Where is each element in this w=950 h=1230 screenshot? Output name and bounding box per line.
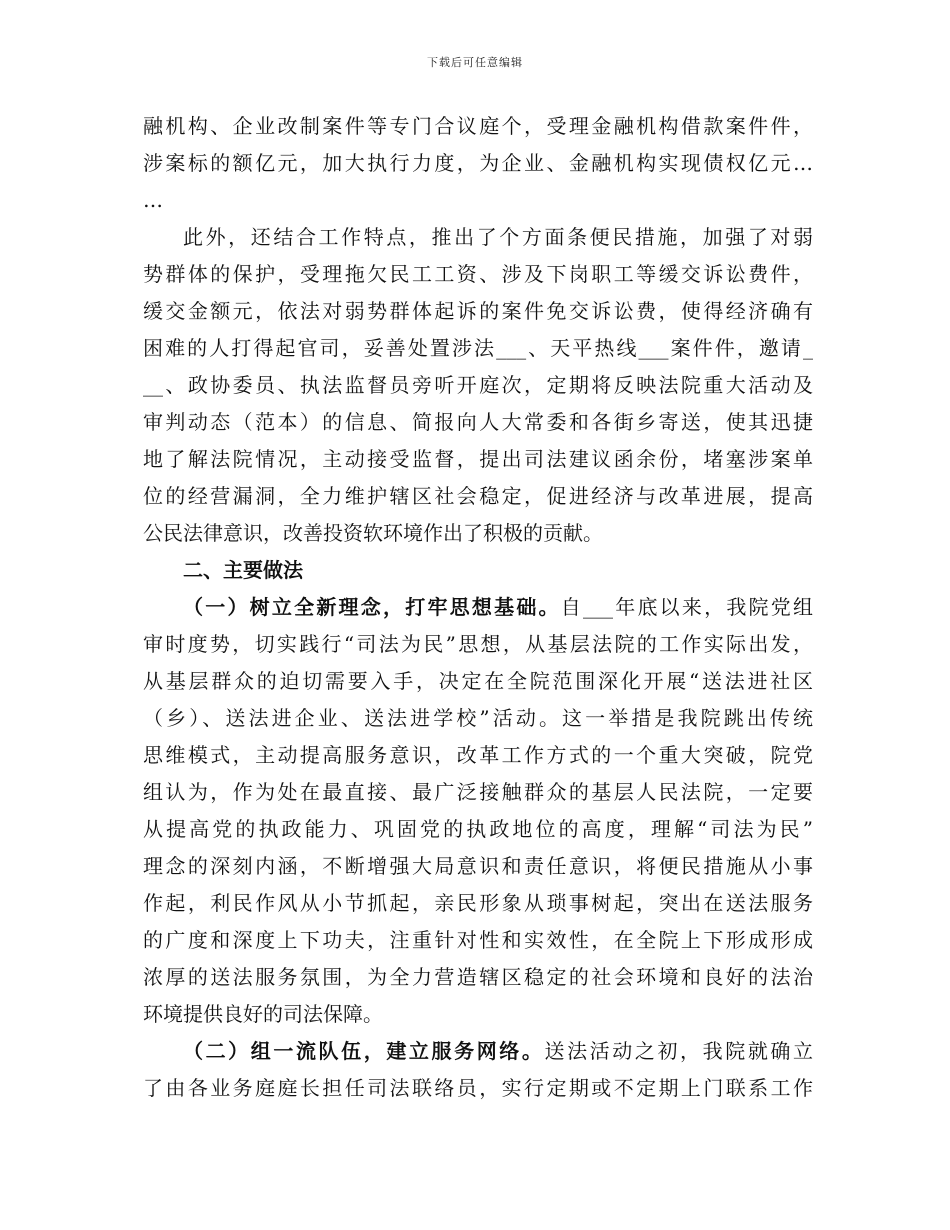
paragraph-line: 困难的人打得起官司，妥善处置涉法___、天平热线___案件件，邀请_ xyxy=(143,336,813,360)
paragraph-first-line xyxy=(143,1033,813,1070)
paragraph-line: 缓交金额元，依法对弱势群体起诉的案件免交诉讼费，使得经济确有 xyxy=(143,299,813,323)
paragraph-line: 组认为，作为处在最直接、最广泛接触群众的基层人民法院，一定要 xyxy=(143,780,813,804)
document-body xyxy=(143,108,813,1107)
paragraph-line: 浓厚的送法服务氛围，为全力营造辖区稳定的社会环境和良好的法治 xyxy=(143,965,813,989)
paragraph-line: __、政协委员、执法监督员旁听开庭次，定期将反映法院重大活动及 xyxy=(143,373,813,397)
paragraph-line: 融机构、企业改制案件等专门合议庭个，受理金融机构借款案件件， xyxy=(143,114,813,138)
paragraph-line: 了由各业务庭庭长担任司法联络员，实行定期或不定期上门联系工作 xyxy=(143,1076,813,1100)
paragraph-line: 从基层群众的迫切需要入手，决定在全院范围深化开展“送法进社区 xyxy=(143,669,813,693)
paragraph-line: 势群体的保护，受理拖欠民工工资、涉及下岗职工等缓交诉讼费件， xyxy=(143,262,813,286)
paragraph-line: 公民法律意识，改善投资软环境作出了积极的贡献。 xyxy=(143,521,603,545)
subsection-heading: （二）组一流队伍，建立服务网络。 xyxy=(183,1039,545,1063)
page-header: 下载后可任意编辑 xyxy=(427,56,523,69)
paragraph-line: … xyxy=(143,188,163,212)
paragraph-first-line xyxy=(143,589,813,626)
subsection-heading: （一）树立全新理念，打牢思想基础。 xyxy=(183,595,561,619)
paragraph-line: 环境提供良好的司法保障。 xyxy=(143,1002,383,1026)
paragraph-line: 地了解法院情况，主动接受监督，提出司法建议函余份，堵塞涉案单 xyxy=(143,447,813,471)
paragraph-line: （乡）、送法进企业、送法进学校”活动。这一举措是我院跳出传统 xyxy=(143,706,813,730)
paragraph-line: 作起，利民作风从小节抓起，亲民形象从琐事树起，突出在送法服务 xyxy=(143,891,813,915)
paragraph-line: 此外，还结合工作特点，推出了个方面条便民措施，加强了对弱 xyxy=(183,225,813,249)
paragraph-line: 审时度势，切实践行“司法为民”思想，从基层法院的工作实际出发， xyxy=(143,632,813,656)
paragraph-text: 送法活动之初，我院就确立 xyxy=(544,1039,814,1063)
paragraph-line: 涉案标的额亿元，加大执行力度，为企业、金融机构实现债权亿元… xyxy=(143,151,813,175)
paragraph-line: 的广度和深度上下功夫，注重针对性和实效性，在全院上下形成形成 xyxy=(143,928,813,952)
paragraph-text: 自___年底以来，我院党组 xyxy=(560,595,814,619)
paragraph-line: 位的经营漏洞，全力维护辖区社会稳定，促进经济与改革进展，提高 xyxy=(143,484,813,508)
paragraph-line: 理念的深刻内涵，不断增强大局意识和责任意识，将便民措施从小事 xyxy=(143,854,813,878)
section-heading: 二、主要做法 xyxy=(183,558,303,582)
paragraph-line: 从提高党的执政能力、巩固党的执政地位的高度，理解“司法为民” xyxy=(143,817,813,841)
paragraph-line: 思维模式，主动提高服务意识，改革工作方式的一个重大突破，院党 xyxy=(143,743,813,767)
paragraph-line: 审判动态（范本）的信息、简报向人大常委和各街乡寄送，使其迅捷 xyxy=(143,410,813,434)
